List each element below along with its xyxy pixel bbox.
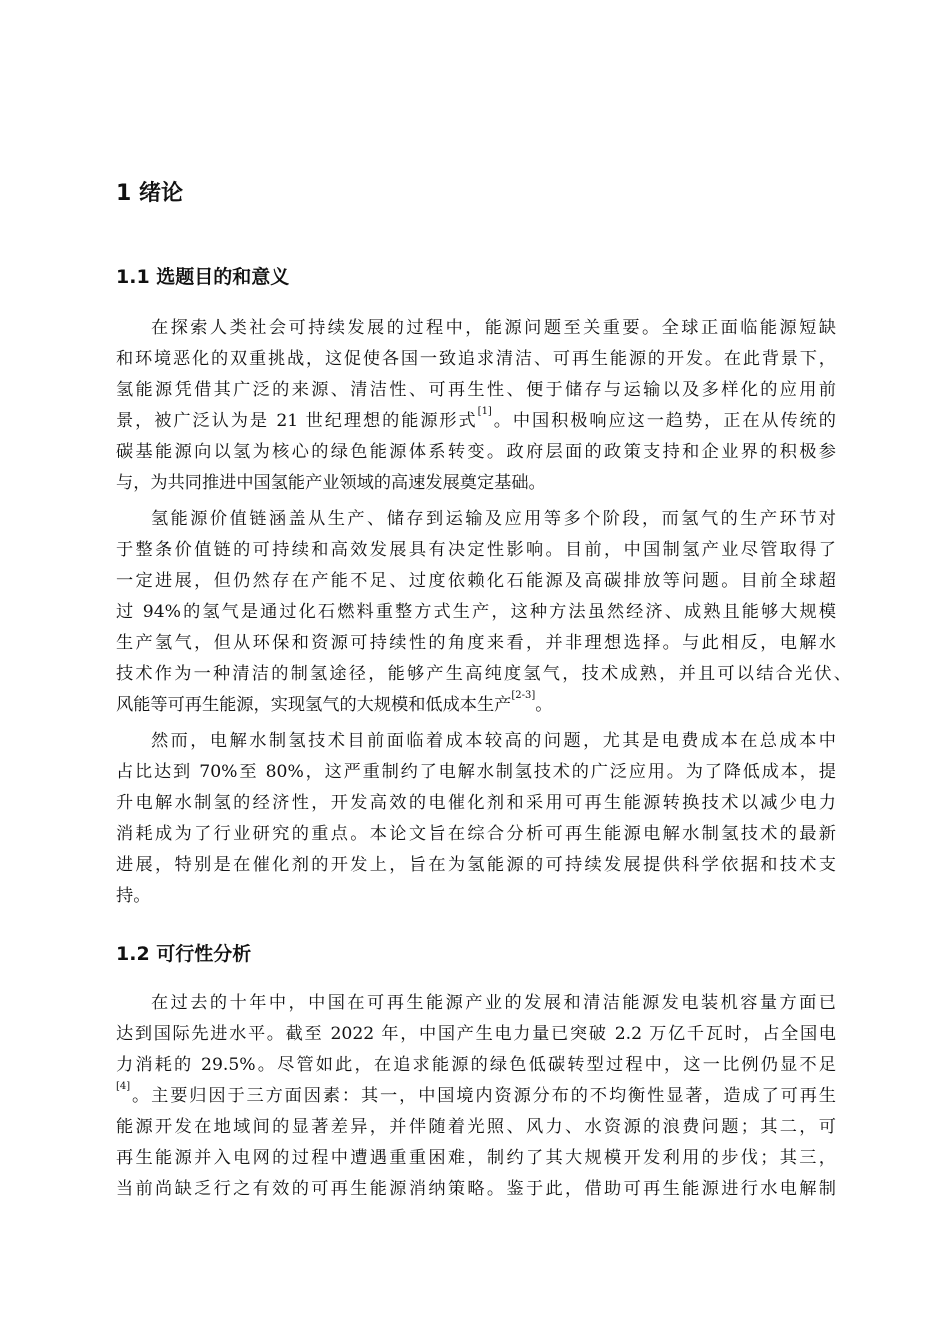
paragraph-line	[116, 1081, 836, 1108]
section-title-1-2: 1.2 可行性分析	[116, 943, 252, 965]
paragraph-line: 在探索人类社会可持续发展的过程中，能源问题至关重要。全球正面临能源短缺	[151, 318, 836, 338]
paragraph-line: 与，为共同推进中国氢能产业领域的高速发展奠定基础。	[116, 473, 546, 493]
text-segment: 景，被广泛认为是 21 世纪理想的能源形式	[116, 411, 478, 431]
paragraph-line: 和环境恶化的双重挑战，这促使各国一致追求清洁、可再生能源的开发。在此背景下，	[116, 349, 836, 369]
paragraph-line: 达到国际先进水平。截至 2022 年，中国产生电力量已突破 2.2 万亿千瓦时，占全国电	[116, 1024, 836, 1044]
text-segment: 。主要归因于三方面因素：其一，中国境内资源分布的不均衡性显著，造成了可再生	[130, 1086, 836, 1106]
paragraph-line: 氢能源价值链涵盖从生产、储存到运输及应用等多个阶段，而氢气的生产环节对	[151, 509, 836, 529]
paragraph-line	[116, 690, 836, 717]
paragraph-line: 生产氢气，但从环保和资源可持续性的角度来看，并非理想选择。与此相反，电解水	[116, 633, 836, 653]
text-segment: 。	[535, 695, 553, 715]
paragraph-line: 一定进展，但仍然存在产能不足、过度依赖化石能源及高碳排放等问题。目前全球超	[116, 571, 836, 591]
paragraph-line: 进展，特别是在催化剂的开发上，旨在为氢能源的可持续发展提供科学依据和技术支	[116, 855, 836, 875]
citation-marker: [1]	[477, 406, 492, 417]
paragraph-line: 碳基能源向以氢为核心的绿色能源体系转变。政府层面的政策支持和企业界的积极参	[116, 442, 836, 462]
paragraph-line: 当前尚缺乏行之有效的可再生能源消纳策略。鉴于此，借助可再生能源进行水电解制	[116, 1179, 836, 1199]
paragraph-line: 力消耗的 29.5%。尽管如此，在追求能源的绿色低碳转型过程中，这一比例仍显不足	[116, 1055, 836, 1075]
paragraph-line	[116, 406, 836, 433]
paragraph-line: 能源开发在地域间的显著差异，并伴随着光照、风力、水资源的浪费问题；其二，可	[116, 1117, 836, 1137]
paragraph-line: 消耗成为了行业研究的重点。本论文旨在综合分析可再生能源电解水制氢技术的最新	[116, 824, 836, 844]
paragraph-line: 过 94%的氢气是通过化石燃料重整方式生产，这种方法虽然经济、成熟且能够大规模	[116, 602, 836, 622]
paragraph-line: 占比达到 70%至 80%，这严重制约了电解水制氢技术的广泛应用。为了降低成本，提	[116, 762, 836, 782]
section-title-1-1: 1.1 选题目的和意义	[116, 266, 290, 288]
paragraph-line: 再生能源并入电网的过程中遭遇重重困难，制约了其大规模开发利用的步伐；其三，	[116, 1148, 836, 1168]
chapter-title: 1 绪论	[116, 181, 183, 206]
paragraph-line: 升电解水制氢的经济性，开发高效的电催化剂和采用可再生能源转换技术以减少电力	[116, 793, 836, 813]
paragraph-line: 在过去的十年中，中国在可再生能源产业的发展和清洁能源发电装机容量方面已	[151, 993, 836, 1013]
text-segment: 风能等可再生能源，实现氢气的大规模和低成本生产	[116, 695, 512, 715]
paragraph-line: 氢能源凭借其广泛的来源、清洁性、可再生性、便于储存与运输以及多样化的应用前	[116, 380, 836, 400]
paragraph-line: 持。	[116, 886, 151, 906]
paragraph-line: 于整条价值链的可持续和高效发展具有决定性影响。目前，中国制氢产业尽管取得了	[116, 540, 836, 560]
paragraph-line: 技术作为一种清洁的制氢途径，能够产生高纯度氢气，技术成熟，并且可以结合光伏、	[116, 664, 851, 684]
text-segment: 。中国积极响应这一趋势，正在从传统的	[491, 411, 836, 431]
citation-marker: [2-3]	[511, 690, 536, 701]
paragraph-line: 然而，电解水制氢技术目前面临着成本较高的问题，尤其是电费成本在总成本中	[151, 731, 836, 751]
citation-marker: [4]	[116, 1081, 131, 1092]
